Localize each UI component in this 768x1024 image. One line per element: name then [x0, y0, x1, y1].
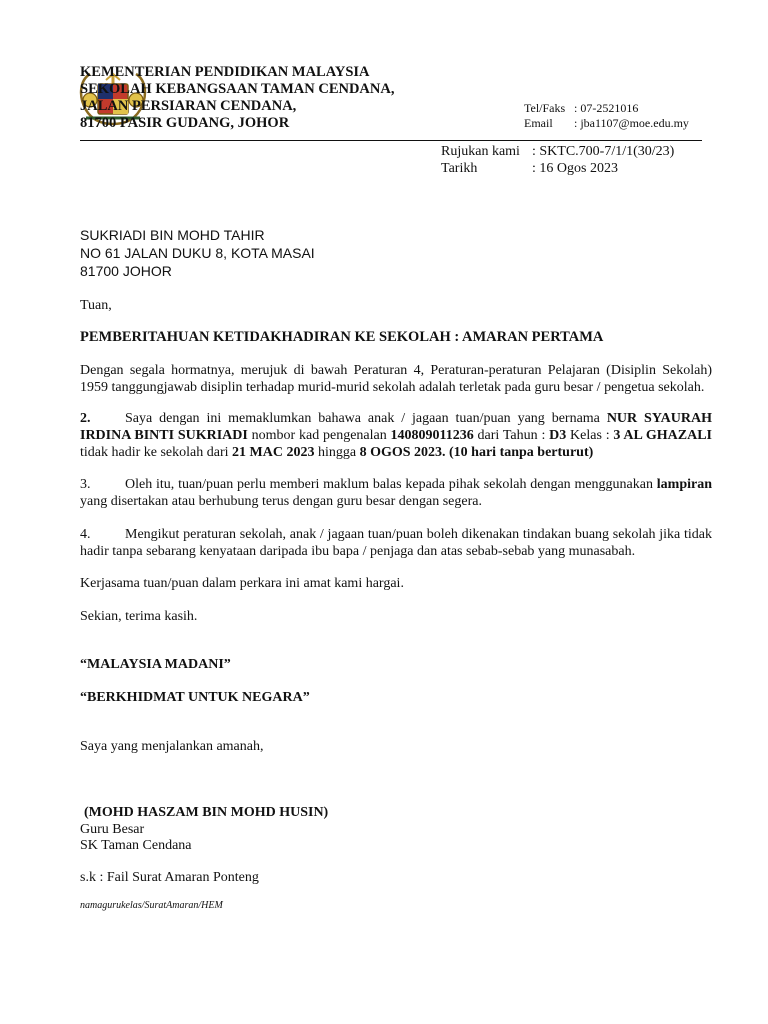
paragraph-2-text-c: dari Tahun :: [473, 428, 550, 443]
letterhead-city: 81700 PASIR GUDANG, JOHOR: [80, 115, 290, 131]
student-class: 3 AL GHAZALI: [613, 428, 712, 443]
paragraph-2-text-d: Kelas :: [566, 428, 614, 443]
tel-label: Tel/Faks: [524, 101, 566, 115]
signatory-school: SK Taman Cendana: [80, 838, 192, 853]
salutation: Tuan,: [80, 298, 112, 313]
paragraph-2: [80, 410, 712, 461]
footer-code: namagurukelas/SuratAmaran/HEM: [80, 900, 223, 911]
paragraph-2-number: 2.: [80, 411, 91, 426]
student-year: D3: [549, 428, 567, 443]
paragraph-2-text-a: Saya dengan ini memaklumkan bahawa anak / jagaan tuan/puan yang bernama: [125, 411, 607, 426]
paragraph-intro: Dengan segala hormatnya, merujuk di bawah Peraturan 4, Peraturan-peraturan Pelajaran (Disiplin Sekolah) 1959 tanggungjawab disiplin terhadap murid-murid sekolah adalah terletak pada guru besar / pengetua sekolah.: [80, 363, 712, 395]
letterhead-school: SEKOLAH KEBANGSAAN TAMAN CENDANA,: [80, 81, 395, 97]
absence-date-from: 21 MAC 2023: [232, 445, 315, 460]
paragraph-2-text-f: hingga: [314, 445, 360, 460]
paragraph-3-text-b: yang disertakan atau berhubung terus dengan guru besar dengan segera.: [80, 494, 482, 509]
email-value: : jba1107@moe.edu.my: [574, 116, 689, 130]
thanks-line: Kerjasama tuan/puan dalam perkara ini amat kami hargai.: [80, 576, 404, 591]
cc-line: s.k : Fail Surat Amaran Ponteng: [80, 870, 259, 885]
paragraph-2-text-e: tidak hadir ke sekolah dari: [80, 445, 233, 460]
paragraph-2-text-b: nombor kad pengenalan: [247, 428, 391, 443]
recipient-name: SUKRIADI BIN MOHD TAHIR: [80, 227, 265, 243]
subject-line: PEMBERITAHUAN KETIDAKHADIRAN KE SEKOLAH : AMARAN PERTAMA: [80, 329, 604, 345]
closing-line: Sekian, terima kasih.: [80, 609, 198, 624]
letterhead-street: JALAN PERSIARAN CENDANA,: [80, 98, 297, 114]
slogan-malaysia-madani: “MALAYSIA MADANI”: [80, 657, 231, 672]
letterhead-divider: [80, 140, 702, 141]
reference-value: : SKTC.700-7/1/1(30/23): [532, 144, 675, 159]
email-label: Email: [524, 116, 553, 130]
letterhead: [80, 64, 394, 132]
recipient-address: [80, 226, 315, 280]
paragraph-3: [80, 476, 712, 510]
reference-block: [441, 143, 674, 177]
slogan-berkhidmat: “BERKHIDMAT UNTUK NEGARA”: [80, 690, 310, 705]
paragraph-3-text-a: Oleh itu, tuan/puan perlu memberi maklum balas kepada pihak sekolah dengan menggunakan: [125, 477, 657, 492]
signatory-title: Guru Besar: [80, 822, 145, 837]
tel-value: : 07-2521016: [574, 101, 639, 115]
lampiran-emphasis: lampiran: [656, 477, 712, 492]
student-name: NUR SYAURAH IRDINA BINTI SUKRIADI: [80, 411, 712, 443]
reference-label: Rujukan kami: [441, 144, 520, 159]
signoff-line: Saya yang menjalankan amanah,: [80, 739, 264, 754]
date-value: : 16 Ogos 2023: [532, 161, 618, 176]
paragraph-4-number: 4.: [80, 527, 91, 542]
paragraph-3-number: 3.: [80, 477, 91, 492]
date-label: Tarikh: [441, 161, 478, 176]
recipient-address-line1: NO 61 JALAN DUKU 8, KOTA MASAI: [80, 245, 315, 261]
contact-block: [524, 101, 689, 131]
paragraph-4-text: Mengikut peraturan sekolah, anak / jagaan tuan/puan boleh dikenakan tindakan buang sekolah jika tidak hadir tanpa sebarang kenyataan daripada ibu bapa / penjaga dan atas sebab-sebab yang munasabah.: [80, 527, 712, 559]
paragraph-4: [80, 526, 712, 560]
absence-date-to: 8 OGOS 2023. (10 hari tanpa berturut): [359, 445, 594, 460]
recipient-address-line2: 81700 JOHOR: [80, 263, 172, 279]
letterhead-ministry: KEMENTERIAN PENDIDIKAN MALAYSIA: [80, 64, 370, 80]
ic-number: 140809011236: [390, 428, 474, 443]
signatory-name: (MOHD HASZAM BIN MOHD HUSIN): [84, 805, 329, 820]
